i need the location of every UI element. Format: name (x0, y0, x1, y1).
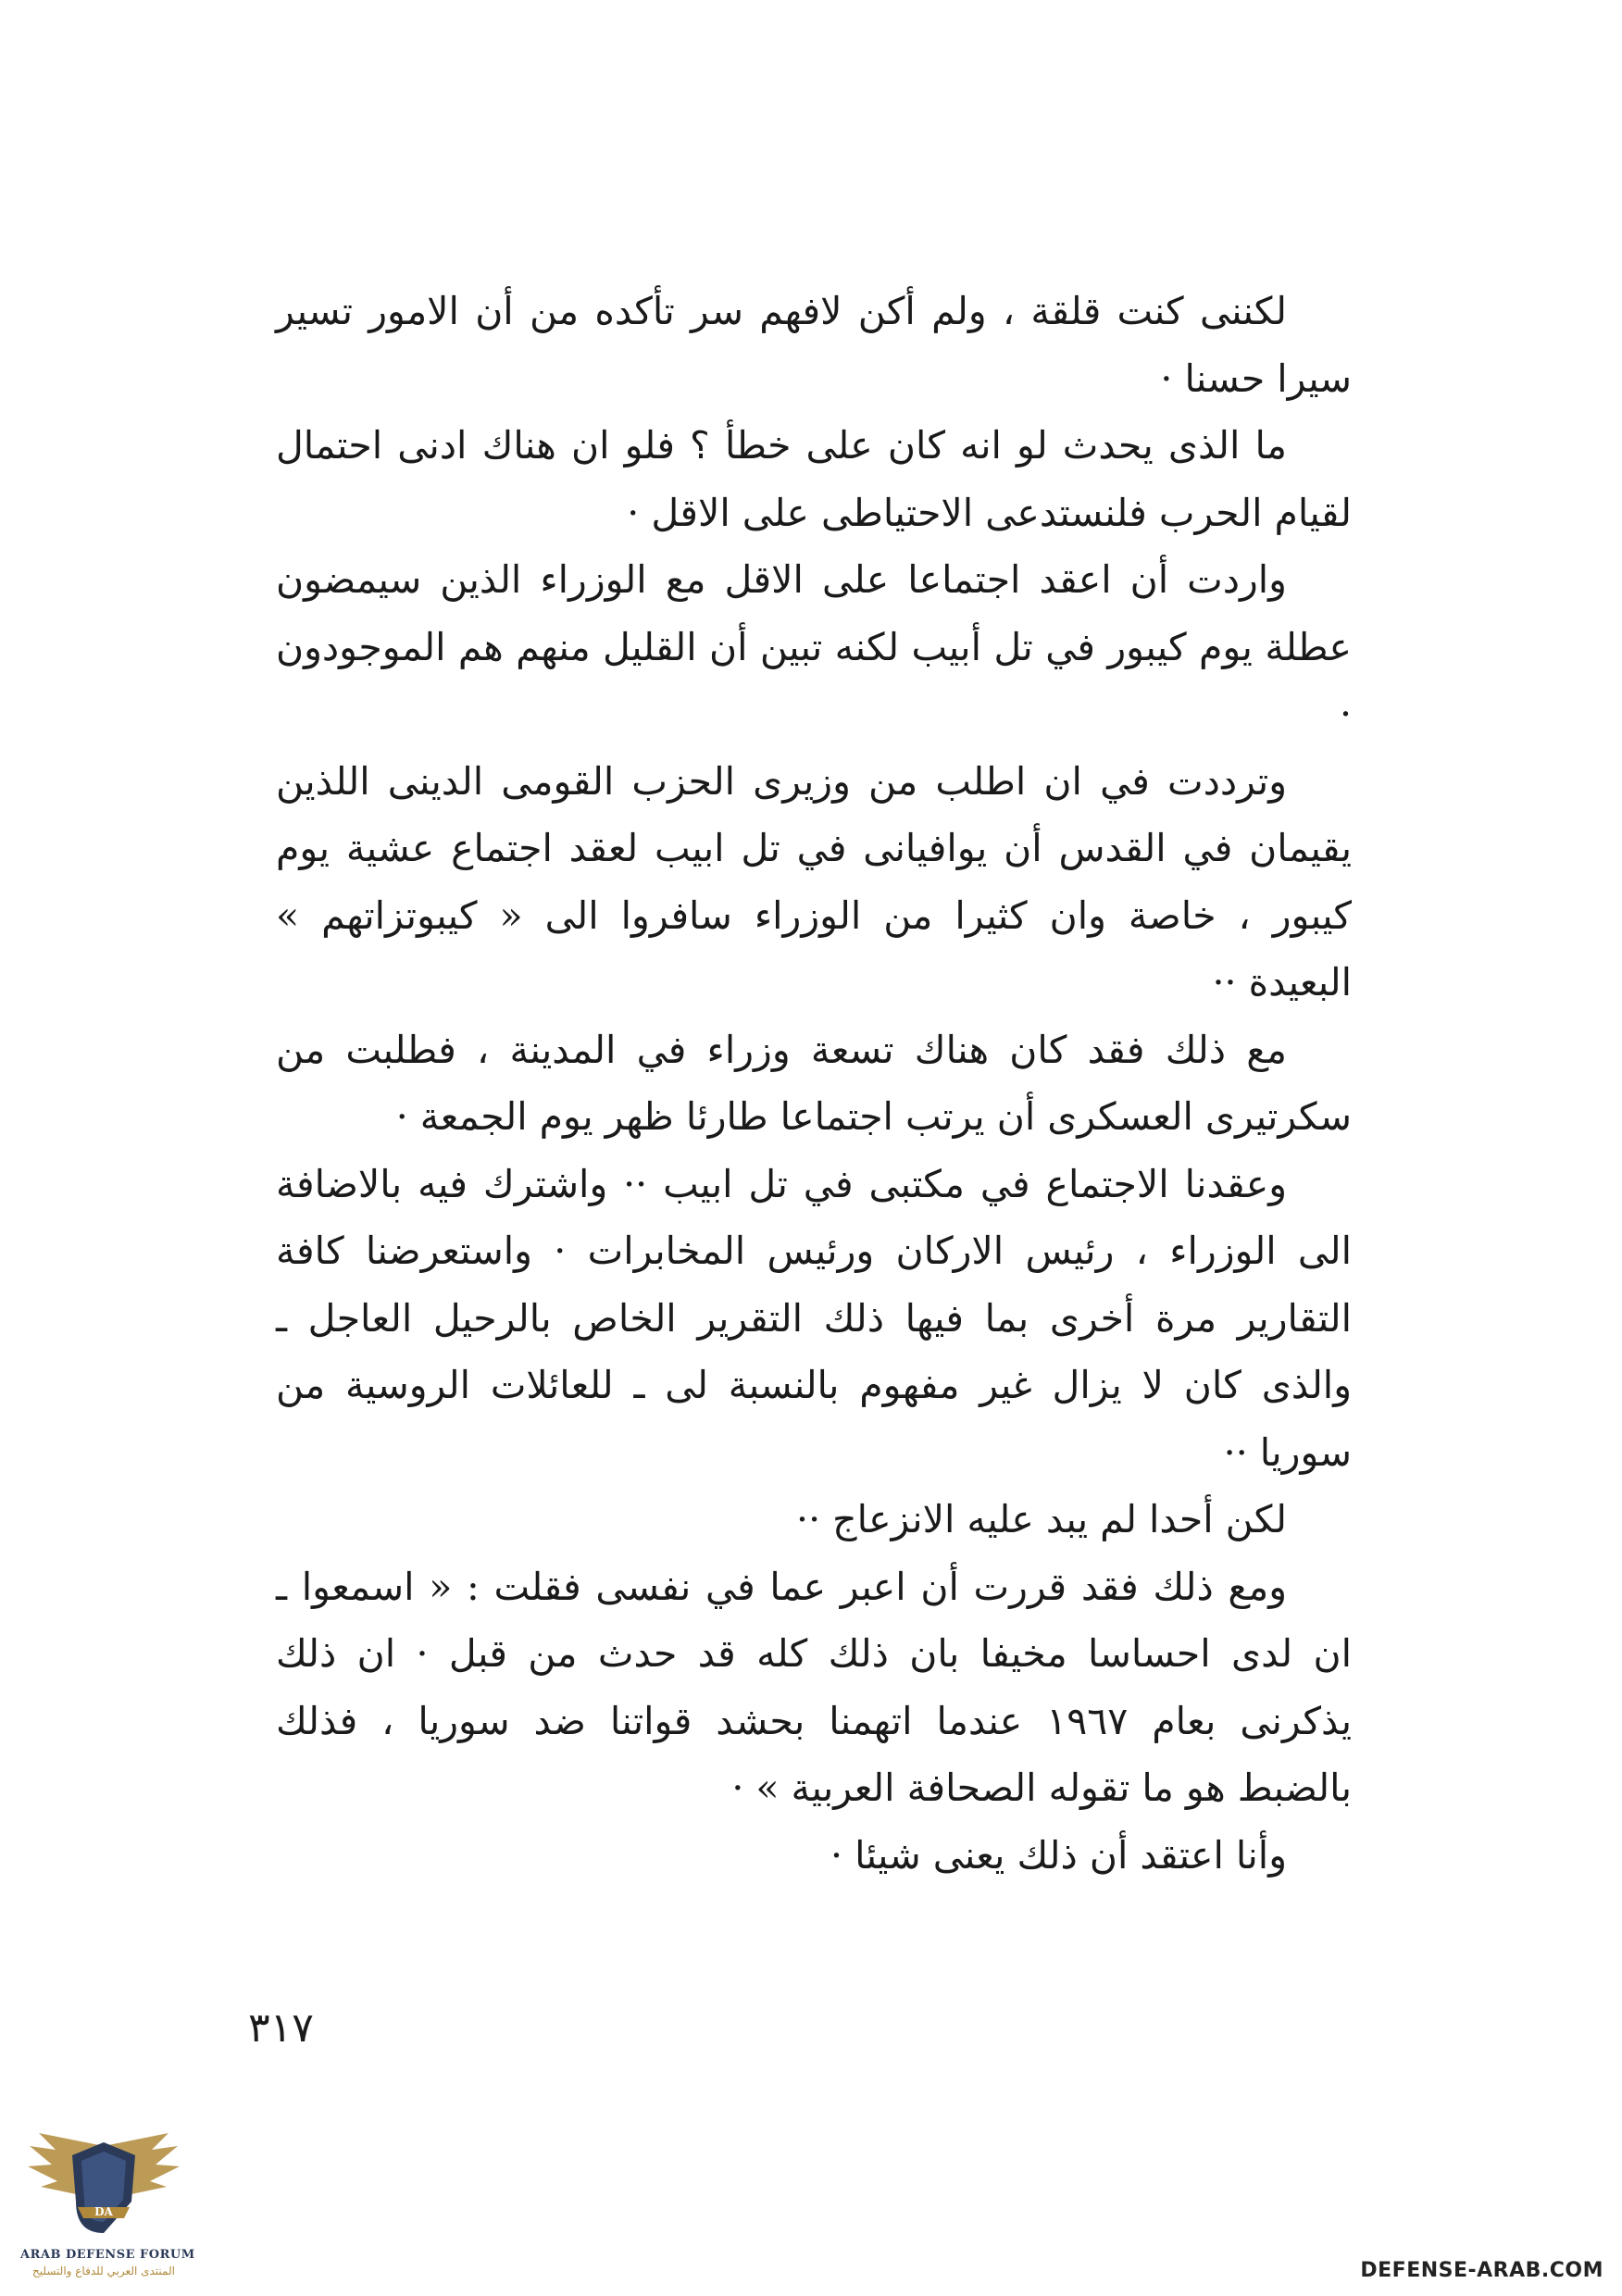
logo-name-arabic: المنتدى العربي للدفاع والتسليح (32, 2265, 175, 2277)
winged-shield-icon (20, 2129, 187, 2248)
logo-name-english: ARAB DEFENSE FORUM (20, 2248, 195, 2262)
paragraph-4: وترددت في ان اطلب من وزيرى الحزب القومى الدينى اللذين يقيمان في القدس أن يوافيانى في تل ابيب لعقد اجتماع عشية يوم كيبور ، خاصة وان كثيرا من الوزراء سافروا الى « كيبوتزاتهم » البعيدة ·· (276, 758, 1352, 1004)
paragraph-6: وعقدنا الاجتماع في مكتبى في تل ابيب ·· واشترك فيه بالاضافة الى الوزراء ، رئيس الاركان ورئيس المخابرات · واستعرضنا كافة التقارير مرة أخرى بما فيها ذلك التقرير الخاص بالرحيل العاجل ـ والذى كان لا يزال غير مفهوم بالنسبة لى ـ للعائلات الروسية من سوريا ·· (276, 1161, 1352, 1475)
page-body-text (276, 278, 1352, 1963)
site-url: DEFENSE-ARAB.COM (1360, 2259, 1603, 2282)
logo-letters: DA (94, 2205, 113, 2218)
page-number: ٣١٧ (248, 2004, 314, 2052)
paragraph-2: ما الذى يحدث لو انه كان على خطأ ؟ فلو ان هناك ادنى احتمال لقيام الحرب فلنستدعى الاحتياطى على الاقل · (276, 423, 1352, 535)
forum-logo (20, 2129, 195, 2289)
paragraph-9: وأنا اعتقد أن ذلك يعنى شيئا · (830, 1832, 1287, 1878)
paragraph-8: ومع ذلك فقد قررت أن اعبر عما في نفسى فقلت : « اسمعوا ـ ان لدى احساسا مخيفا بان ذلك كله قد حدث من قبل · ان ذلك يذكرنى بعام ١٩٦٧ عندما اتهمنا بحشد قواتنا ضد سوريا ، فذلك بالضبط هو ما تقوله الصحافة العربية » · (276, 1564, 1352, 1810)
paragraph-5: مع ذلك فقد كان هناك تسعة وزراء في المدينة ، فطلبت من سكرتيرى العسكرى أن يرتب اجتماعا طارئا ظهر يوم الجمعة · (276, 1027, 1352, 1139)
paragraph-3: واردت أن اعقد اجتماعا على الاقل مع الوزراء الذين سيمضون عطلة يوم كيبور في تل أبيب لكنه تبين أن القليل منهم هم الموجودون · (276, 557, 1352, 736)
paragraph-7: لكن أحدا لم يبد عليه الانزعاج ·· (796, 1497, 1287, 1541)
paragraph-1: لكننى كنت قلقة ، ولم أكن لافهم سر تأكده من أن الامور تسير سيرا حسنا · (276, 289, 1352, 401)
